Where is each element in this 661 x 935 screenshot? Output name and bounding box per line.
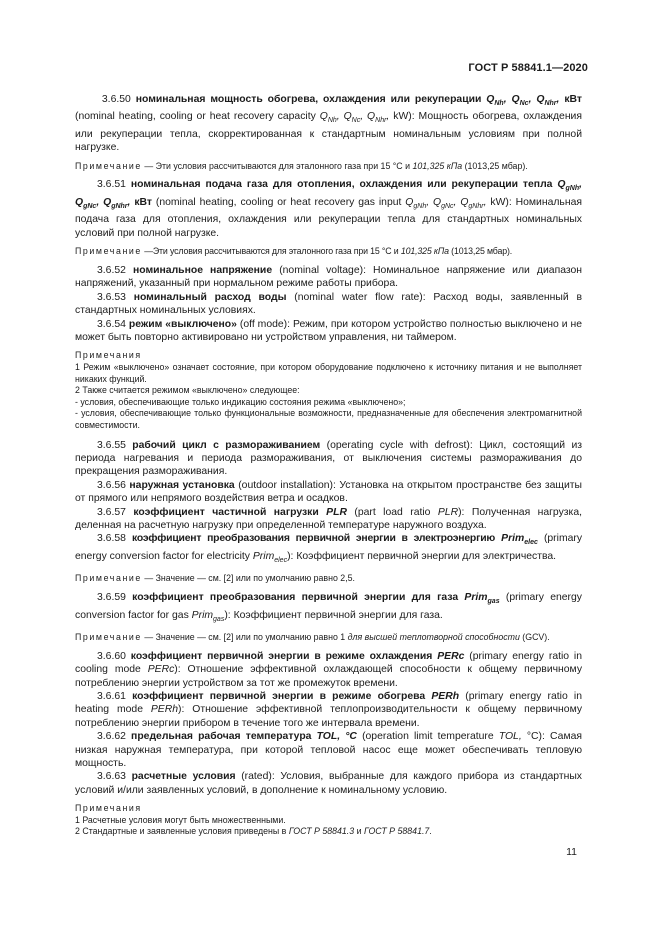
note-3-6-58 xyxy=(75,573,582,585)
entry-term: рабочий цикл с размораживанием xyxy=(132,439,321,451)
entry-number: 3.6.51 xyxy=(97,179,126,191)
entry-english: (outdoor installation): xyxy=(238,479,336,491)
entry-unit: кВт xyxy=(134,196,152,208)
entry-unit: кВт xyxy=(564,94,582,105)
entry-number: 3.6.62 xyxy=(97,731,126,743)
entry-term: коэффициент преобразования первичной энергии для газа xyxy=(132,592,459,604)
document-code-header: ГОСТ Р 58841.1—2020 xyxy=(468,62,588,74)
entry-definition: Номинальное напряжение или диапазон напряжений, указанный при нормальном режиме работы прибора. xyxy=(75,264,583,290)
notes-label: Примечания xyxy=(75,350,142,361)
entry-number: 3.6.60 xyxy=(97,650,126,662)
note-item: 1 Режим «выключено» означает состояние, при котором оборудование подключено к источнику питания и не выполняет никаких функций. xyxy=(75,362,582,384)
entry-3-6-51 xyxy=(75,178,582,240)
notes-label: Примечания xyxy=(75,803,142,814)
note-text: . xyxy=(429,826,432,837)
entry-english: (primary energy conversion factor for gas xyxy=(75,592,582,621)
notes-3-6-54 xyxy=(75,350,582,431)
symbol-plain: PERh xyxy=(142,704,179,716)
entry-3-6-52 xyxy=(75,264,582,291)
symbol: TOL, °C xyxy=(316,731,357,743)
entry-english-unit: kW): xyxy=(393,111,415,123)
note-label: Примечание xyxy=(75,160,142,171)
entry-term: коэффициент преобразования первичной энергии в электроэнергию xyxy=(131,533,496,545)
entry-term: наружная установка xyxy=(129,479,235,491)
entry-term: номинальное напряжение xyxy=(132,264,273,276)
entry-number: 3.6.63 xyxy=(97,771,126,783)
symbol: PLR xyxy=(326,506,347,518)
entry-english: (nominal water flow rate): xyxy=(294,291,426,303)
entry-english: (primary energy ratio in heating mode xyxy=(75,690,582,716)
note-item: 1 Расчетные условия могут быть множественными. xyxy=(75,814,286,825)
page-number: 11 xyxy=(566,846,577,858)
standard-reference: ГОСТ Р 58841.7 xyxy=(363,826,430,837)
entry-definition: Коэффициент первичной энергии для электричества. xyxy=(296,550,557,562)
note-item: - условия, обеспечивающие только функциональные возможности, предназначенные для обеспечения электромагнитной совместимости. xyxy=(75,408,582,430)
entry-term: номинальная мощность обогрева, охлаждения или рекуперации xyxy=(135,94,482,105)
entry-term: расчетные условия xyxy=(131,771,236,783)
note-text: — Эти условия рассчитываются для эталонного газа при 15 °С и xyxy=(144,160,411,171)
entry-term: номинальный расход воды xyxy=(133,291,287,303)
note-rest: (1013,25 мбар). xyxy=(464,160,528,171)
entry-number: 3.6.55 xyxy=(97,439,126,451)
note-text: — Значение — см. [2] или по умолчанию равно 2,5. xyxy=(144,573,355,584)
entry-english: (primary energy ratio in cooling mode xyxy=(75,650,583,676)
note-3-6-50 xyxy=(75,161,582,173)
entry-term: коэффициент частичной нагрузки xyxy=(133,506,319,518)
symbol: PERc xyxy=(437,650,465,662)
note-value: 101,325 кПа xyxy=(400,246,449,257)
note-text: и xyxy=(356,826,362,837)
entry-3-6-57: 3.6.57 коэффициент частичной нагрузки PLR (part load ratio PLR): Полученная нагрузка, деленная на расчетную нагрузку при определенной температуре наружного воздуха. xyxy=(75,506,582,531)
entry-number: 3.6.52 xyxy=(97,264,126,276)
entry-definition: Условия, выбранные для каждого прибора из стандартных условий и/или заявленных условий, в дополнение к номинальному условию. xyxy=(75,771,582,796)
symbol-plain: PERc xyxy=(140,664,175,676)
note-rest: (1013,25 мбар). xyxy=(451,246,513,257)
entry-definition: Цикл, состоящий из периода нагревания и периода размораживания, от выключения системы размораживания до прекращения размораживания. xyxy=(75,439,583,478)
entry-3-6-56 xyxy=(75,479,582,506)
note-text: —Эти условия рассчитываются для эталонного газа при 15 °С и xyxy=(144,246,399,257)
entry-number: 3.6.54 xyxy=(97,318,126,330)
notes-3-6-63 xyxy=(75,803,582,838)
note-label: Примечание xyxy=(75,573,142,584)
standard-reference: ГОСТ Р 58841.3 xyxy=(288,826,355,837)
entry-term: режим «выключено» xyxy=(128,318,237,330)
entry-3-6-54 xyxy=(75,318,582,345)
entry-english: (operating cycle with defrost): xyxy=(326,439,473,451)
note-3-6-59 xyxy=(75,632,582,644)
entry-english: (nominal heating, cooling or heat recovery capacity xyxy=(75,111,316,123)
entry-english: (off mode): xyxy=(239,318,291,330)
entry-3-6-58: 3.6.58 коэффициент преобразования первичной энергии в электроэнергию Prim$_{elec}$ (primary energy conversion factor for electricity Prim$_{elec}$): Коэффициент первичной энергии для электричества. xyxy=(75,533,583,564)
symbol-plain: $Q_{gNh}$, $Q_{gNc}$, $Q_{gNhr}$, xyxy=(405,196,487,211)
entry-english: (rated): xyxy=(241,771,275,783)
note-label: Примечание xyxy=(75,632,142,643)
note-text: 2 Стандартные и заявленные условия приведены в xyxy=(75,826,287,837)
document-body xyxy=(75,93,582,845)
note-value: 101,325 кПа xyxy=(412,160,463,171)
entry-definition: Мощность обогрева, охлаждения или рекуперации тепла, скорректированная к стандартным номинальным условиям при полной нагрузке. xyxy=(75,111,582,154)
symbol-plain: TOL, xyxy=(498,731,522,743)
entry-3-6-62: 3.6.62 предельная рабочая температура TOL, °C (operation limit temperature TOL, °C): Самая низкая наружная температура, при которой тепловой насос еще может обеспечивать тепловую мощность. xyxy=(75,731,582,769)
entry-definition: Номинальная подача газа для отопления, охлаждения или рекуперации тепла для стандартных номинальных условий при полной нагрузке. xyxy=(75,196,582,239)
entry-number: 3.6.59 xyxy=(97,592,126,604)
entry-definition: Отношение эффективной охлаждающей способности к общему первичному потреблению энергии устройством за тот же промежуток времени. xyxy=(75,664,583,689)
symbol: PERh xyxy=(431,690,460,702)
symbol: $Q_{gNh}$, $Q_{gNc}$, $Q_{gNhr}$, xyxy=(75,179,582,211)
note-rest: (GCV). xyxy=(522,632,550,643)
note-item: - условия, обеспечивающие только индикацию состояния режима «выключено»; xyxy=(75,396,406,407)
entry-3-6-53 xyxy=(75,291,582,318)
entry-3-6-60: 3.6.60 коэффициент первичной энергии в режиме охлаждения PERc (primary energy ratio in cooling mode PERc): Отношение эффективной охлаждающей способности к общему первичному потреблению энергии устройством за тот же промежуток времени. xyxy=(75,650,583,689)
entry-definition: Полученная нагрузка, деленная на расчетную нагрузку при определенной температуре наружного воздуха. xyxy=(75,506,582,531)
entry-number: 3.6.61 xyxy=(97,690,126,702)
symbol: Prim$_{elec}$ xyxy=(501,533,538,547)
note-italic: для высшей теплотворной способности xyxy=(347,632,520,643)
entry-number: 3.6.50 xyxy=(101,94,131,105)
entry-definition: Коэффициент первичной энергии для газа. xyxy=(233,609,443,621)
entry-definition: Установка на открытом пространстве без защиты от прямого или непрямого воздействия ветра и осадков. xyxy=(75,479,582,505)
entry-term: номинальная подача газа для отопления, охлаждения или рекуперации тепла xyxy=(130,179,553,191)
entry-definition: Самая низкая наружная температура, при которой тепловой насос еще может обеспечивать тепловую мощность. xyxy=(75,731,582,769)
note-item xyxy=(75,826,582,838)
entry-3-6-63 xyxy=(75,770,582,797)
note-label: Примечание xyxy=(75,246,142,257)
entry-number: 3.6.56 xyxy=(97,479,126,491)
symbol: Prim$_{gas}$ xyxy=(464,592,500,606)
entry-number: 3.6.57 xyxy=(97,506,126,518)
entry-definition: Отношение эффективной теплопроизводительности к общему первичному потреблению энергии прибором в течение того же интервала времени. xyxy=(75,704,583,729)
entry-3-6-50 xyxy=(75,93,582,155)
entry-english: (nominal heating, cooling or heat recovery gas input xyxy=(155,196,402,208)
note-item: 2 Также считается режимом «выключено» следующее: xyxy=(75,385,300,396)
entry-english: (primary energy conversion factor for electricity xyxy=(75,533,583,562)
entry-3-6-59: 3.6.59 коэффициент преобразования первичной энергии для газа Prim$_{gas}$ (primary energy conversion factor for gas Prim$_{gas}$): Коэффициент первичной энергии для газа. xyxy=(75,592,582,623)
entry-term: предельная рабочая температура xyxy=(131,731,312,743)
entry-term: коэффициент первичной энергии в режиме охлаждения xyxy=(130,650,433,662)
symbol-plain: Prim$_{elec}$ xyxy=(252,550,288,564)
entry-english: (part load ratio xyxy=(354,506,431,518)
entry-term: коэффициент первичной энергии в режиме обогрева xyxy=(132,690,426,702)
entry-english: (operation limit temperature xyxy=(362,731,494,743)
symbol-plain: PLR xyxy=(430,506,459,518)
entry-definition: Режим, при котором устройство полностью выключено и не может быть повторно активировано ни устройством управления, ни таймером. xyxy=(75,318,582,343)
entry-english: (nominal voltage): xyxy=(279,264,366,276)
symbol: $Q_{Nh}$, $Q_{Nc}$, $Q_{Nhr}$, xyxy=(486,94,560,108)
symbol-plain: Prim$_{gas}$ xyxy=(191,609,225,623)
entry-definition: Расход воды, заявленный в стандартных номинальных условиях. xyxy=(75,291,582,317)
entry-number: 3.6.58 xyxy=(97,533,126,545)
entry-english-unit: kW): xyxy=(490,196,512,208)
entry-3-6-55 xyxy=(75,439,582,479)
note-text: — Значение — см. [2] или по умолчанию равно 1 xyxy=(144,632,346,643)
entry-3-6-61: 3.6.61 коэффициент первичной энергии в режиме обогрева PERh (primary energy ratio in heating mode PERh): Отношение эффективной теплопроизводительности к общему первичному потреблению энергии прибором в течение того же интервала времени. xyxy=(75,690,583,729)
note-3-6-51 xyxy=(75,246,582,258)
symbol-plain: $Q_{Nh}$, $Q_{Nc}$, $Q_{Nhr}$, xyxy=(319,111,390,125)
entry-number: 3.6.53 xyxy=(97,291,126,303)
